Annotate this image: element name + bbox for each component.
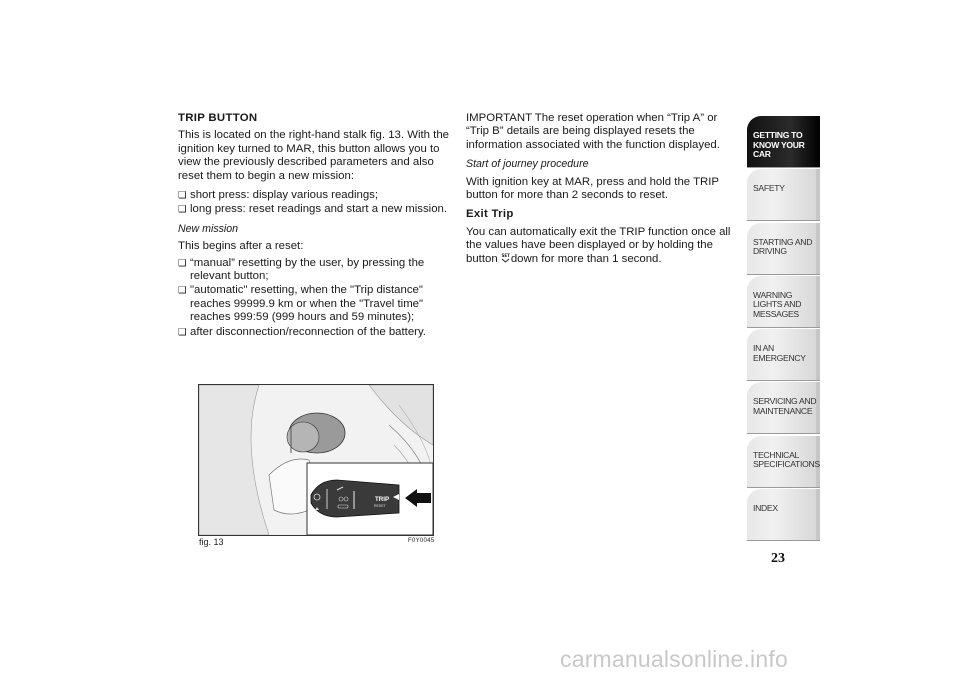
stalk-label-trip: TRIP <box>375 496 390 503</box>
exit-paragraph <box>466 226 742 266</box>
exit-text-part-1: You can automatically exit the TRIP function once all the values have been displayed or by holding the button <box>466 225 731 265</box>
stalk-illustration <box>199 385 433 535</box>
figure-code: F0Y0045 <box>408 538 435 544</box>
subheading-start-of-journey: Start of journey procedure <box>466 158 589 171</box>
press-list <box>178 189 450 217</box>
watermark: carmanualsonline.info <box>560 646 788 672</box>
important-paragraph: IMPORTANT The reset operation when “Trip A” or “Trip B” details are being displayed resets the information associated with the function displayed. <box>466 112 720 151</box>
list-item: ❑ short press: display various readings; <box>178 189 450 202</box>
section-heading-trip-button: TRIP BUTTON <box>178 112 258 124</box>
tab-safety[interactable]: SAFETY <box>747 169 820 221</box>
subheading-new-mission: New mission <box>178 222 239 235</box>
begins-paragraph: This begins after a reset: <box>178 240 304 253</box>
svg-text:SET: SET <box>501 252 510 258</box>
list-item: ❑ "automatic" resetting, when the "Trip distance" reaches 99999.9 km or when the "Travel time" reaches 999:59 (999 hours and 59 minutes); <box>178 284 450 324</box>
stalk-label-reset: RESET <box>374 504 386 508</box>
exit-text-part-2: down for more than 1 second. <box>510 252 662 265</box>
right-column <box>466 112 742 272</box>
tab-servicing-and-maintenance[interactable]: SERVICING AND MAINTENANCE <box>747 382 820 434</box>
section-heading-exit-trip: Exit Trip <box>466 208 514 221</box>
tab-index[interactable]: INDEX <box>747 489 820 541</box>
tab-warning-lights-and-messages[interactable]: WARNING LIGHTS AND MESSAGES <box>747 276 820 328</box>
page-number: 23 <box>771 551 785 566</box>
figure-caption: fig. 13 <box>199 537 224 547</box>
list-item: ❑ long press: reset readings and start a new mission. <box>178 203 450 216</box>
procedure-paragraph: With ignition key at MAR, press and hold the TRIP button for more than 2 seconds to reset. <box>466 175 719 202</box>
list-item: ❑ after disconnection/reconnection of the battery. <box>178 326 450 339</box>
chapter-tabs <box>747 116 820 542</box>
tab-technical-specifications[interactable]: TECHNICAL SPECIFICATIONS <box>747 436 820 488</box>
left-column <box>178 112 450 345</box>
tab-in-an-emergency[interactable]: IN AN EMERGENCY <box>747 329 820 381</box>
tab-starting-and-driving[interactable]: STARTING AND DRIVING <box>747 223 820 275</box>
intro-paragraph: This is located on the right-hand stalk fig. 13. With the ignition key turned to MAR, this button allows you to view the previously described parameters and also reset them to begin a new mission: <box>178 129 449 182</box>
figure-steering-stalk <box>198 384 434 536</box>
reset-list <box>178 257 450 339</box>
list-item: ❑ “manual” resetting by the user, by pressing the relevant button; <box>178 257 450 284</box>
set-button-icon <box>501 253 510 263</box>
tab-getting-to-know-your-car[interactable]: GETTING TO KNOW YOUR CAR <box>747 116 820 168</box>
